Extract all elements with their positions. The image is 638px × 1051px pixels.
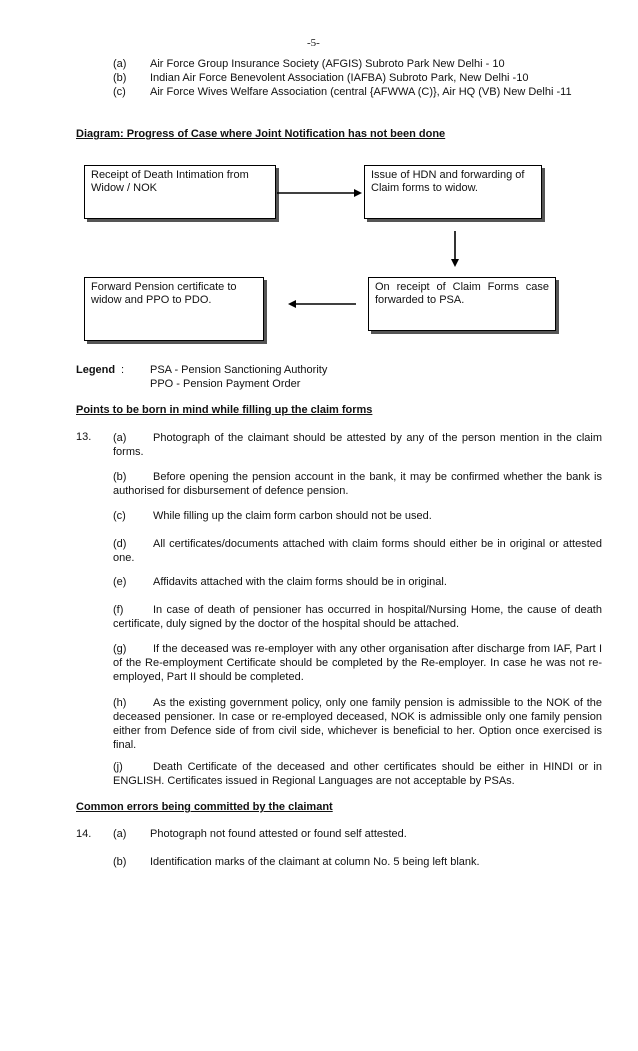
point-label: (c) — [113, 510, 126, 522]
legend-line: PSA - Pension Sanctioning Authority — [150, 364, 328, 376]
section-number: 14. — [76, 828, 92, 840]
point-item-h — [113, 696, 602, 752]
arrow-left — [288, 300, 356, 308]
point-text: As the existing government policy, only one family pension is admissible to the NOK of the deceased pensioner. In case or re-employed deceased, NOK is admissible only one family pension either from Defence side of from civil side, whichever is beneficial to her. Option once exercised is final. — [113, 697, 602, 751]
error-label: (b) — [113, 856, 127, 868]
point-label: (j) — [113, 761, 123, 773]
points-heading: Points to be born in mind while filling up the claim forms — [76, 404, 373, 416]
point-label: (h) — [113, 697, 127, 709]
intro-item-text: Air Force Group Insurance Society (AFGIS) Subroto Park New Delhi - 10 — [150, 58, 505, 70]
error-text: Identification marks of the claimant at column No. 5 being left blank. — [150, 856, 480, 868]
point-item-g — [113, 642, 602, 684]
point-item-j — [113, 760, 602, 788]
errors-heading: Common errors being committed by the claimant — [76, 801, 333, 813]
diagram-heading: Diagram: Progress of Case where Joint Notification has not been done — [76, 128, 446, 140]
legend-label: Legend — [76, 364, 116, 376]
arrow-down — [451, 231, 459, 267]
point-label: (b) — [113, 471, 127, 483]
point-label: (a) — [113, 432, 127, 444]
point-item-f — [113, 603, 602, 631]
point-text: Death Certificate of the deceased and other certificates should be either in HINDI or in ENGLISH. Certificates issued in Regional Languages are not acceptable by PSAs. — [113, 761, 602, 787]
point-text: While filling up the claim form carbon should not be used. — [153, 510, 432, 522]
page-number: -5- — [307, 37, 320, 49]
point-item-e — [113, 575, 602, 589]
point-label: (e) — [113, 576, 127, 588]
point-item-c — [113, 509, 602, 523]
intro-item-text: Air Force Wives Welfare Association (central {AFWWA (C)}, Air HQ (VB) New Delhi -11 — [150, 86, 572, 98]
intro-item-label: (b) — [113, 72, 127, 84]
point-text: In case of death of pensioner has occurred in hospital/Nursing Home, the cause of death certificate, duly signed by the doctor of the hospital should be attached. — [113, 604, 602, 630]
point-text: Photograph of the claimant should be attested by any of the person mention in the claim forms. — [113, 432, 602, 458]
point-item-d — [113, 537, 602, 565]
point-label: (g) — [113, 643, 127, 655]
diagram-box-forward-pension: Forward Pension certificate to widow and PPO to PDO. — [84, 277, 264, 341]
intro-item-label: (c) — [113, 86, 126, 98]
point-item-b — [113, 470, 602, 498]
point-text: If the deceased was re-employer with any other organisation after discharge from IAF, Part I of the Re-employment Certificate should be completed by the Re-employer. In case he was not re-employed, Part II should be completed. — [113, 643, 602, 683]
diagram-box-issue-hdn: Issue of HDN and forwarding of Claim forms to widow. — [364, 165, 542, 219]
diagram-arrows — [0, 0, 638, 400]
point-text: All certificates/documents attached with claim forms should either be in original or attested one. — [113, 538, 602, 564]
point-label: (f) — [113, 604, 124, 616]
point-item-a — [113, 431, 602, 459]
point-text: Affidavits attached with the claim forms should be in original. — [153, 576, 447, 588]
error-label: (a) — [113, 828, 127, 840]
legend-line: PPO - Pension Payment Order — [150, 378, 301, 390]
section-number: 13. — [76, 431, 92, 443]
error-text: Photograph not found attested or found self attested. — [150, 828, 407, 840]
legend-colon: : — [121, 364, 125, 376]
diagram-box-receipt: Receipt of Death Intimation from Widow / NOK — [84, 165, 276, 219]
intro-item-text: Indian Air Force Benevolent Association (IAFBA) Subroto Park, New Delhi -10 — [150, 72, 529, 84]
point-label: (d) — [113, 538, 127, 550]
intro-item-label: (a) — [113, 58, 127, 70]
point-text: Before opening the pension account in the bank, it may be confirmed whether the bank is authorised for disbursement of defence pension. — [113, 471, 602, 497]
diagram-box-claim-receipt: On receipt of Claim Forms case forwarded to PSA. — [368, 277, 556, 331]
arrow-right — [277, 189, 362, 197]
